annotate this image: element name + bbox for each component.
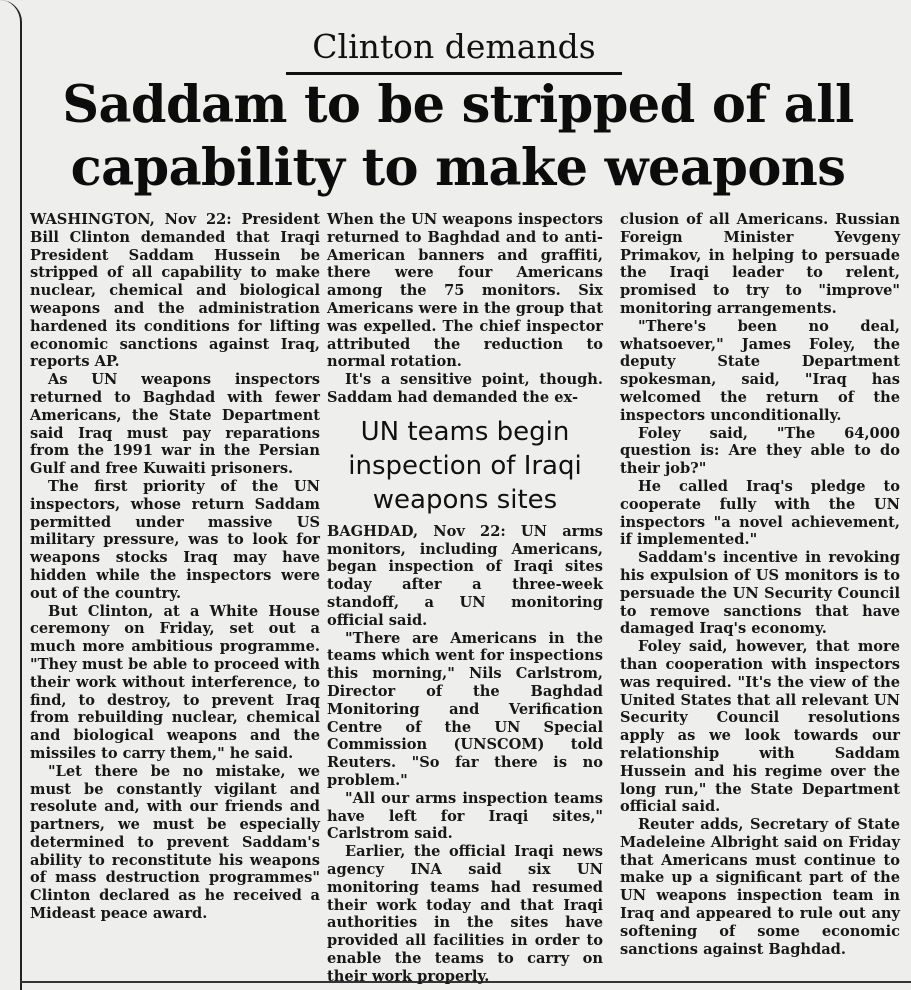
paragraph: Foley said, "The 64,000 question is: Are they able to do their job?" [620,424,900,478]
kicker-heading: Clinton demands [286,24,622,75]
paragraph: BAGHDAD, Nov 22: UN arms monitors, including Americans, began inspection of Iraqi sites today after a three-week standoff, a UN monitoring official said. [327,522,603,629]
paragraph: As UN weapons inspectors returned to Baghdad with fewer Americans, the State Department said Iraq must pay reparations from the 1991 war in the Persian Gulf and free Kuwaiti prisoners. [30,371,320,478]
paragraph: Foley said, however, that more than cooperation with inspectors was required. "It's the view of the United States that all relevant UN Security Council resolutions apply as we look towards our relationship with Saddam Hussein and his regime over the long run," the State Department official said. [620,638,900,816]
paragraph: "There's been no deal, whatsoever," James Foley, the deputy State Department spokesman, said, "Iraq has welcomed the return of the inspectors unconditionally. [620,317,900,424]
paragraph: WASHINGTON, Nov 22: President Bill Clinton demanded that Iraqi President Saddam Hussein be stripped of all capability to make nuclear, chemical and biological weapons and the administration hardened its conditions for lifting economic sanctions against Iraq, reports AP. [30,211,320,371]
paragraph: The first priority of the UN inspectors, whose return Saddam permitted under massive US military pressure, was to look for weapons stocks Iraq may have hidden while the inspectors were out of the country. [30,477,320,602]
article-column-3 [620,211,900,958]
paragraph: It's a sensitive point, though. Saddam had demanded the ex- [327,371,603,406]
secondary-headline: UN teams begin inspection of Iraqi weapons sites [348,416,582,515]
paragraph: But Clinton, at a White House ceremony on Friday, set out a much more ambitious programme. "They must be able to proceed with their work without interference, to find, to destroy, to prevent Iraq from rebuilding nuclear, chemical and biological weapons and the missiles to carry them," he said. [30,602,320,762]
article-column-1 [30,211,320,923]
main-headline: Saddam to be stripped of all capability to make weapons [62,75,854,198]
column-border [0,0,22,990]
paragraph: "Let there be no mistake, we must be constantly vigilant and resolute and, with our friends and partners, we must be especially determined to prevent Saddam's ability to reconstitute his weapons of mass destruction programmes" Clinton declared as he received a Mideast peace award. [30,762,320,923]
paragraph: clusion of all Americans. Russian Foreign Minister Yevgeny Primakov, in helping to persuade the Iraqi leader to relent, promised to try to "improve" monitoring arrangements. [620,211,900,317]
paragraph: "All our arms inspection teams have left for Iraqi sites," Carlstrom said. [327,789,603,843]
paragraph: "There are Americans in the teams which went for inspections this morning," Nils Carlstrom, Director of the Baghdad Monitoring and Verification Centre of the UN Special Commission (UNSCOM) told Reuters. "So far there is no problem." [327,629,603,789]
paragraph: Reuter adds, Secretary of State Madeleine Albright said on Friday that Americans must continue to make up a significant part of the UN weapons inspection team in Iraq and appeared to rule out any softening of some economic sanctions against Baghdad. [620,816,900,958]
paragraph: Saddam's incentive in revoking his expulsion of US monitors is to persuade the UN Security Council to remove sanctions that have damaged Iraq's economy. [620,549,900,638]
paragraph: Earlier, the official Iraqi news agency INA said six UN monitoring teams had resumed their work today and that Iraqi authorities in the sites have provided all facilities in order to enable the teams to carry on their work properly. [327,843,603,985]
paragraph: When the UN weapons inspectors returned to Baghdad and to anti-American banners and graffiti, there were four Americans among the 75 monitors. Six Americans were in the group that was expelled. The chief inspector attributed the reduction to normal rotation. [327,211,603,371]
paragraph: He called Iraq's pledge to cooperate fully with the UN inspectors "a novel achievement, if implemented." [620,477,900,549]
article-column-2 [327,211,603,985]
